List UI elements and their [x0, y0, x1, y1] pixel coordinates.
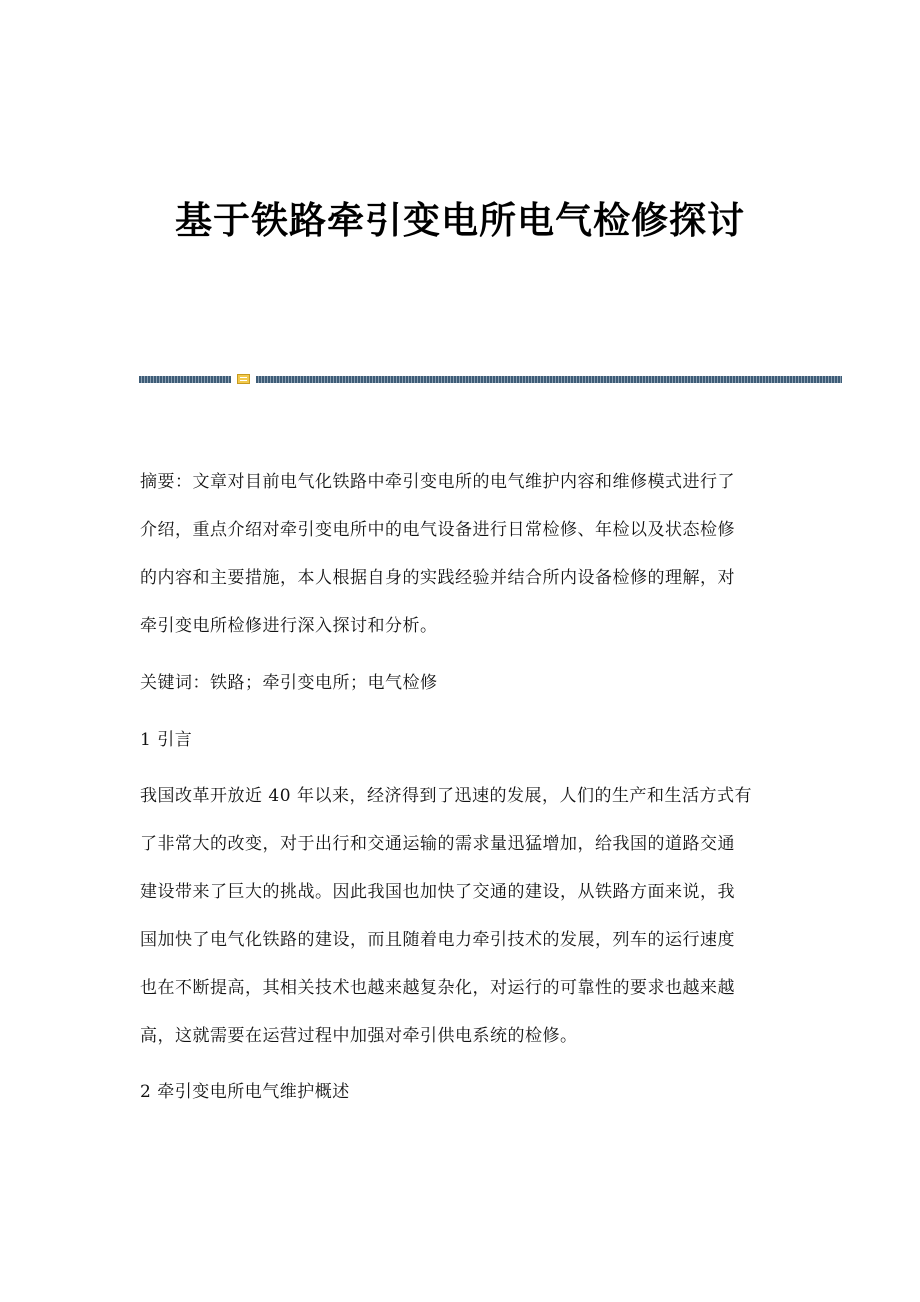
abstract-line: 介绍，重点介绍对牵引变电所中的电气设备进行日常检修、年检以及状态检修 — [140, 520, 735, 540]
abstract-paragraph — [140, 458, 780, 650]
section-1-paragraph — [140, 772, 780, 1060]
abstract-line: 的内容和主要措施，本人根据自身的实践经验并结合所内设备检修的理解，对 — [140, 568, 735, 588]
divider-bar-left — [139, 376, 231, 383]
paragraph-line: 了非常大的改变，对于出行和交通运输的需求量迅猛增加，给我国的道路交通 — [140, 834, 735, 854]
abstract-line: 牵引变电所检修进行深入探讨和分析。 — [140, 616, 438, 636]
keywords-line: 关键词：铁路；牵引变电所；电气检修 — [140, 673, 438, 693]
paragraph-line: 也在不断提高，其相关技术也越来越复杂化，对运行的可靠性的要求也越来越 — [140, 978, 735, 998]
section-2-heading: 2 牵引变电所电气维护概述 — [140, 1082, 350, 1102]
document-title: 基于铁路牵引变电所电气检修探讨 — [175, 198, 745, 242]
divider-ornament-icon — [237, 374, 250, 384]
paragraph-line: 建设带来了巨大的挑战。因此我国也加快了交通的建设，从铁路方面来说，我 — [140, 882, 735, 902]
section-1-heading: 1 引言 — [140, 730, 193, 750]
paragraph-line: 高，这就需要在运营过程中加强对牵引供电系统的检修。 — [140, 1026, 578, 1046]
paragraph-line: 国加快了电气化铁路的建设，而且随着电力牵引技术的发展，列车的运行速度 — [140, 930, 735, 950]
title-divider — [139, 374, 842, 384]
abstract-line: 摘要：文章对目前电气化铁路中牵引变电所的电气维护内容和维修模式进行了 — [140, 472, 735, 492]
paragraph-line: 我国改革开放近 40 年以来，经济得到了迅速的发展，人们的生产和生活方式有 — [140, 786, 752, 806]
divider-bar-right — [256, 376, 842, 383]
